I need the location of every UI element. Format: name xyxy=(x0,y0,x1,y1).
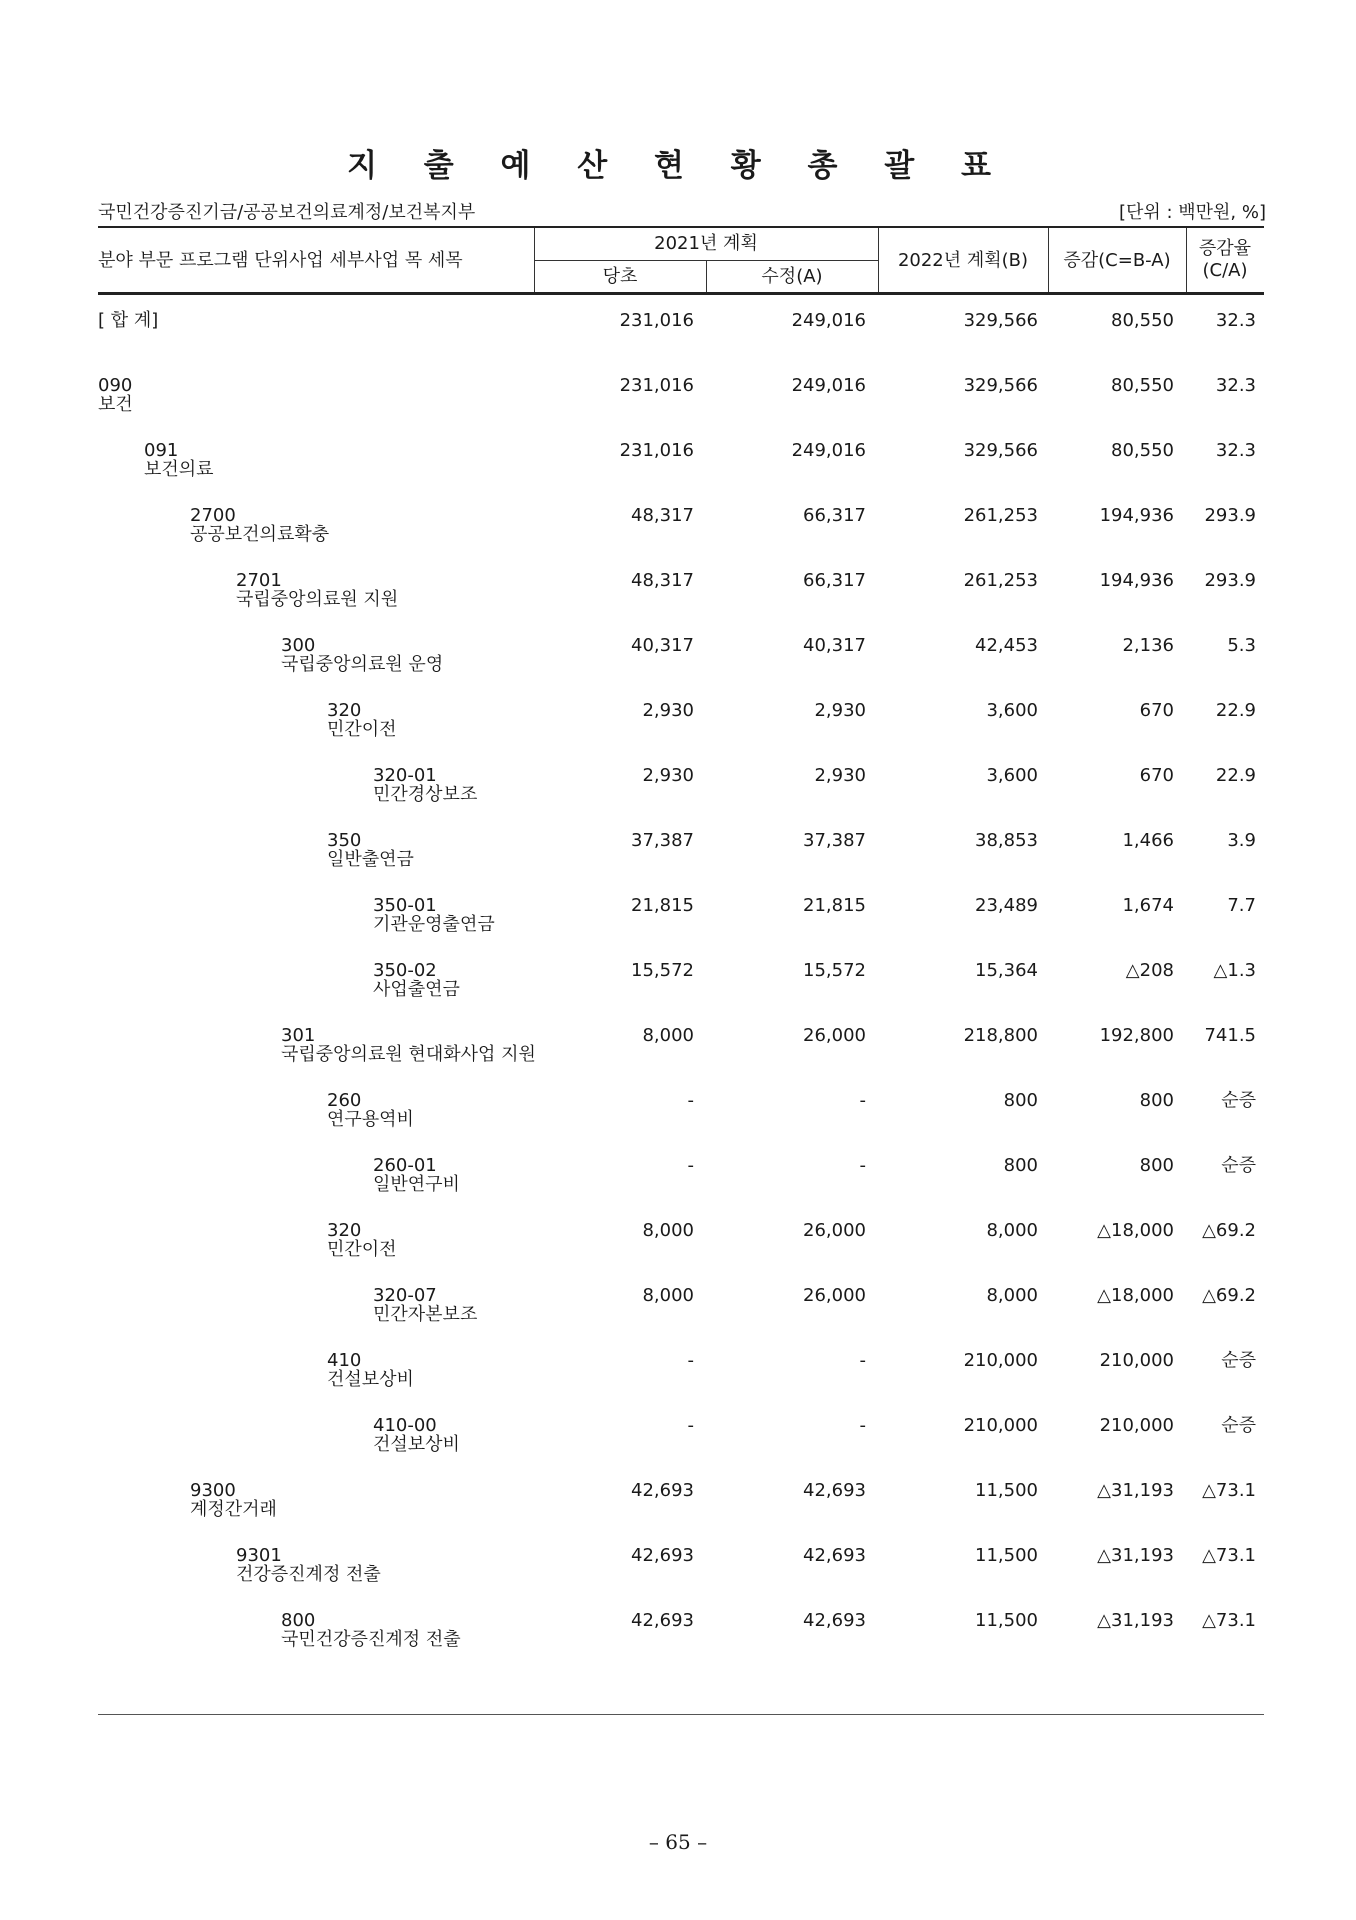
header-plan-2021: 2021년 계획 xyxy=(654,233,758,254)
table-row-total xyxy=(98,310,1264,362)
cell-diff: 210,000 xyxy=(1099,1415,1174,1436)
row-name: 보건 xyxy=(98,394,133,415)
cell-initial: 48,317 xyxy=(631,570,694,591)
cell-plan-2022: 11,500 xyxy=(975,1545,1038,1566)
row-code: 090 xyxy=(98,375,133,396)
cell-plan-2022: 8,000 xyxy=(986,1220,1038,1241)
cell-diff: 2,136 xyxy=(1122,635,1174,656)
table-row xyxy=(98,765,1264,817)
row-name: 민간이전 xyxy=(327,719,397,740)
cell-initial: 2,930 xyxy=(642,765,694,786)
cell-diff: △18,000 xyxy=(1097,1220,1174,1241)
table-row xyxy=(98,1545,1264,1597)
cell-diff: 194,936 xyxy=(1099,505,1174,526)
cell-initial: 48,317 xyxy=(631,505,694,526)
cell-revised: 26,000 xyxy=(803,1285,866,1306)
cell-diff: 800 xyxy=(1139,1090,1174,1111)
cell-revised: 42,693 xyxy=(803,1610,866,1631)
cell-rate: △73.1 xyxy=(1202,1610,1256,1631)
row-name: 건설보상비 xyxy=(373,1434,460,1455)
row-code: 800 xyxy=(281,1610,316,1631)
cell-rate: 32.3 xyxy=(1215,375,1256,396)
table-row xyxy=(98,1090,1264,1142)
cell-plan-2022: 261,253 xyxy=(963,570,1038,591)
row-name: 민간이전 xyxy=(327,1239,397,1260)
cell-initial: 37,387 xyxy=(631,830,694,851)
cell-revised: 249,016 xyxy=(791,440,866,461)
header-initial: 당초 xyxy=(602,266,638,287)
cell-rate: 293.9 xyxy=(1204,505,1256,526)
row-name: 보건의료 xyxy=(144,459,214,480)
cell-revised: 26,000 xyxy=(803,1025,866,1046)
header-revised: 수정(A) xyxy=(761,266,823,287)
cell-initial: 8,000 xyxy=(642,1025,694,1046)
cell-plan-2022: 42,453 xyxy=(975,635,1038,656)
cell-diff: △31,193 xyxy=(1097,1610,1174,1631)
cell-diff: △31,193 xyxy=(1097,1480,1174,1501)
row-name: 민간경상보조 xyxy=(373,784,478,805)
cell-rate: △69.2 xyxy=(1202,1220,1256,1241)
row-code: 320-07 xyxy=(373,1285,437,1306)
cell-plan-2022: 23,489 xyxy=(975,895,1038,916)
header-divider xyxy=(534,260,878,261)
row-code: 9300 xyxy=(190,1480,236,1501)
table-bottom-rule xyxy=(98,1714,1264,1715)
cell-rate: 순증 xyxy=(1221,1090,1256,1111)
row-name: 기관운영출연금 xyxy=(373,914,495,935)
cell-plan-2022: 38,853 xyxy=(975,830,1038,851)
cell-diff: 670 xyxy=(1139,700,1174,721)
cell-initial: - xyxy=(687,1350,694,1371)
row-name: 건강증진계정 전출 xyxy=(236,1564,381,1585)
cell-plan-2022: 329,566 xyxy=(963,310,1038,331)
row-name: 사업출연금 xyxy=(373,979,460,1000)
cell-plan-2022: 800 xyxy=(1003,1155,1038,1176)
row-name: 국립중앙의료원 운영 xyxy=(281,654,444,675)
cell-revised: 2,930 xyxy=(814,765,866,786)
cell-revised: 37,387 xyxy=(803,830,866,851)
row-code: [ 합 계] xyxy=(98,310,159,331)
cell-plan-2022: 210,000 xyxy=(963,1415,1038,1436)
row-code: 2701 xyxy=(236,570,282,591)
header-top-rule xyxy=(98,226,1264,228)
cell-initial: 42,693 xyxy=(631,1545,694,1566)
page-title: 지 출 예 산 현 황 총 괄 표 xyxy=(347,148,1009,184)
row-code: 300 xyxy=(281,635,316,656)
cell-revised: 42,693 xyxy=(803,1480,866,1501)
cell-plan-2022: 329,566 xyxy=(963,440,1038,461)
cell-initial: 15,572 xyxy=(631,960,694,981)
cell-rate: 순증 xyxy=(1221,1155,1256,1176)
unit-label: [단위 : 백만원, %] xyxy=(1118,202,1266,223)
cell-initial: - xyxy=(687,1090,694,1111)
row-code: 2700 xyxy=(190,505,236,526)
table-row xyxy=(98,1350,1264,1402)
header-rate-line2: (C/A) xyxy=(1202,260,1248,281)
cell-plan-2022: 218,800 xyxy=(963,1025,1038,1046)
cell-rate: 순증 xyxy=(1221,1415,1256,1436)
table-row xyxy=(98,375,1264,427)
table-row xyxy=(98,505,1264,557)
cell-initial: 8,000 xyxy=(642,1285,694,1306)
table-row xyxy=(98,700,1264,752)
cell-initial: 8,000 xyxy=(642,1220,694,1241)
header-classification: 분야 부문 프로그램 단위사업 세부사업 목 세목 xyxy=(98,250,463,271)
organization-label: 국민건강증진기금/공공보건의료계정/보건복지부 xyxy=(98,202,476,223)
cell-plan-2022: 11,500 xyxy=(975,1480,1038,1501)
table-row xyxy=(98,1415,1264,1467)
cell-revised: 42,693 xyxy=(803,1545,866,1566)
cell-diff: 194,936 xyxy=(1099,570,1174,591)
header-plan-2022: 2022년 계획(B) xyxy=(897,250,1029,271)
cell-plan-2022: 15,364 xyxy=(975,960,1038,981)
cell-diff: 800 xyxy=(1139,1155,1174,1176)
cell-revised: 66,317 xyxy=(803,570,866,591)
cell-plan-2022: 3,600 xyxy=(986,765,1038,786)
cell-plan-2022: 8,000 xyxy=(986,1285,1038,1306)
row-code: 320 xyxy=(327,700,362,721)
cell-diff: 80,550 xyxy=(1111,440,1174,461)
row-name: 민간자본보조 xyxy=(373,1304,478,1325)
table-row xyxy=(98,960,1264,1012)
cell-diff: 80,550 xyxy=(1111,375,1174,396)
cell-revised: 249,016 xyxy=(791,375,866,396)
cell-rate: 5.3 xyxy=(1227,635,1256,656)
row-code: 9301 xyxy=(236,1545,282,1566)
table-row xyxy=(98,1480,1264,1532)
cell-revised: - xyxy=(859,1155,866,1176)
cell-revised: 2,930 xyxy=(814,700,866,721)
row-code: 350-02 xyxy=(373,960,437,981)
cell-rate: 741.5 xyxy=(1204,1025,1256,1046)
cell-initial: 42,693 xyxy=(631,1610,694,1631)
cell-rate: 순증 xyxy=(1221,1350,1256,1371)
cell-revised: 66,317 xyxy=(803,505,866,526)
row-code: 350 xyxy=(327,830,362,851)
cell-revised: 40,317 xyxy=(803,635,866,656)
cell-rate: 32.3 xyxy=(1215,310,1256,331)
cell-rate: △69.2 xyxy=(1202,1285,1256,1306)
cell-plan-2022: 3,600 xyxy=(986,700,1038,721)
row-code: 350-01 xyxy=(373,895,437,916)
table-row xyxy=(98,1155,1264,1207)
table-row xyxy=(98,1285,1264,1337)
cell-diff: △18,000 xyxy=(1097,1285,1174,1306)
row-name: 계정간거래 xyxy=(190,1499,277,1520)
cell-diff: 1,674 xyxy=(1122,895,1174,916)
table-row xyxy=(98,1025,1264,1077)
cell-rate: 32.3 xyxy=(1215,440,1256,461)
cell-rate: △73.1 xyxy=(1202,1545,1256,1566)
cell-initial: 231,016 xyxy=(619,375,694,396)
table-row xyxy=(98,895,1264,947)
row-code: 260-01 xyxy=(373,1155,437,1176)
table-row xyxy=(98,635,1264,687)
cell-initial: 2,930 xyxy=(642,700,694,721)
table-row xyxy=(98,1610,1264,1662)
table-row xyxy=(98,570,1264,622)
cell-diff: 1,466 xyxy=(1122,830,1174,851)
table-row xyxy=(98,440,1264,492)
cell-revised: 249,016 xyxy=(791,310,866,331)
cell-revised: - xyxy=(859,1415,866,1436)
row-code: 410-00 xyxy=(373,1415,437,1436)
cell-initial: 42,693 xyxy=(631,1480,694,1501)
cell-plan-2022: 11,500 xyxy=(975,1610,1038,1631)
row-name: 국립중앙의료원 지원 xyxy=(236,589,399,610)
row-name: 일반출연금 xyxy=(327,849,414,870)
cell-plan-2022: 800 xyxy=(1003,1090,1038,1111)
row-name: 연구용역비 xyxy=(327,1109,414,1130)
cell-initial: 40,317 xyxy=(631,635,694,656)
cell-rate: 22.9 xyxy=(1215,765,1256,786)
cell-initial: 231,016 xyxy=(619,310,694,331)
header-rate xyxy=(1186,238,1264,282)
cell-rate: 7.7 xyxy=(1227,895,1256,916)
cell-revised: - xyxy=(859,1090,866,1111)
cell-diff: △31,193 xyxy=(1097,1545,1174,1566)
row-name: 건설보상비 xyxy=(327,1369,414,1390)
cell-plan-2022: 210,000 xyxy=(963,1350,1038,1371)
cell-revised: 21,815 xyxy=(803,895,866,916)
cell-rate: △73.1 xyxy=(1202,1480,1256,1501)
row-code: 301 xyxy=(281,1025,316,1046)
cell-initial: 21,815 xyxy=(631,895,694,916)
cell-plan-2022: 329,566 xyxy=(963,375,1038,396)
header-diff: 증감(C=B-A) xyxy=(1063,250,1171,271)
row-code: 260 xyxy=(327,1090,362,1111)
cell-initial: - xyxy=(687,1415,694,1436)
cell-rate: 22.9 xyxy=(1215,700,1256,721)
cell-diff: 670 xyxy=(1139,765,1174,786)
cell-plan-2022: 261,253 xyxy=(963,505,1038,526)
page-number: – 65 – xyxy=(648,1830,708,1854)
row-name: 일반연구비 xyxy=(373,1174,460,1195)
table-row xyxy=(98,1220,1264,1272)
row-name: 공공보건의료확충 xyxy=(190,524,330,545)
cell-revised: - xyxy=(859,1350,866,1371)
header-bottom-rule xyxy=(98,292,1264,295)
cell-rate: 293.9 xyxy=(1204,570,1256,591)
row-name: 국립중앙의료원 현대화사업 지원 xyxy=(281,1044,536,1065)
cell-diff: 80,550 xyxy=(1111,310,1174,331)
cell-diff: △208 xyxy=(1125,960,1174,981)
table-row xyxy=(98,830,1264,882)
cell-initial: - xyxy=(687,1155,694,1176)
row-code: 320 xyxy=(327,1220,362,1241)
cell-diff: 210,000 xyxy=(1099,1350,1174,1371)
cell-revised: 26,000 xyxy=(803,1220,866,1241)
cell-diff: 192,800 xyxy=(1099,1025,1174,1046)
cell-initial: 231,016 xyxy=(619,440,694,461)
cell-rate: △1.3 xyxy=(1213,960,1256,981)
header-rate-line1: 증감율 xyxy=(1198,238,1252,259)
row-code: 410 xyxy=(327,1350,362,1371)
cell-rate: 3.9 xyxy=(1227,830,1256,851)
row-code: 091 xyxy=(144,440,179,461)
cell-revised: 15,572 xyxy=(803,960,866,981)
row-code: 320-01 xyxy=(373,765,437,786)
row-name: 국민건강증진계정 전출 xyxy=(281,1629,461,1650)
